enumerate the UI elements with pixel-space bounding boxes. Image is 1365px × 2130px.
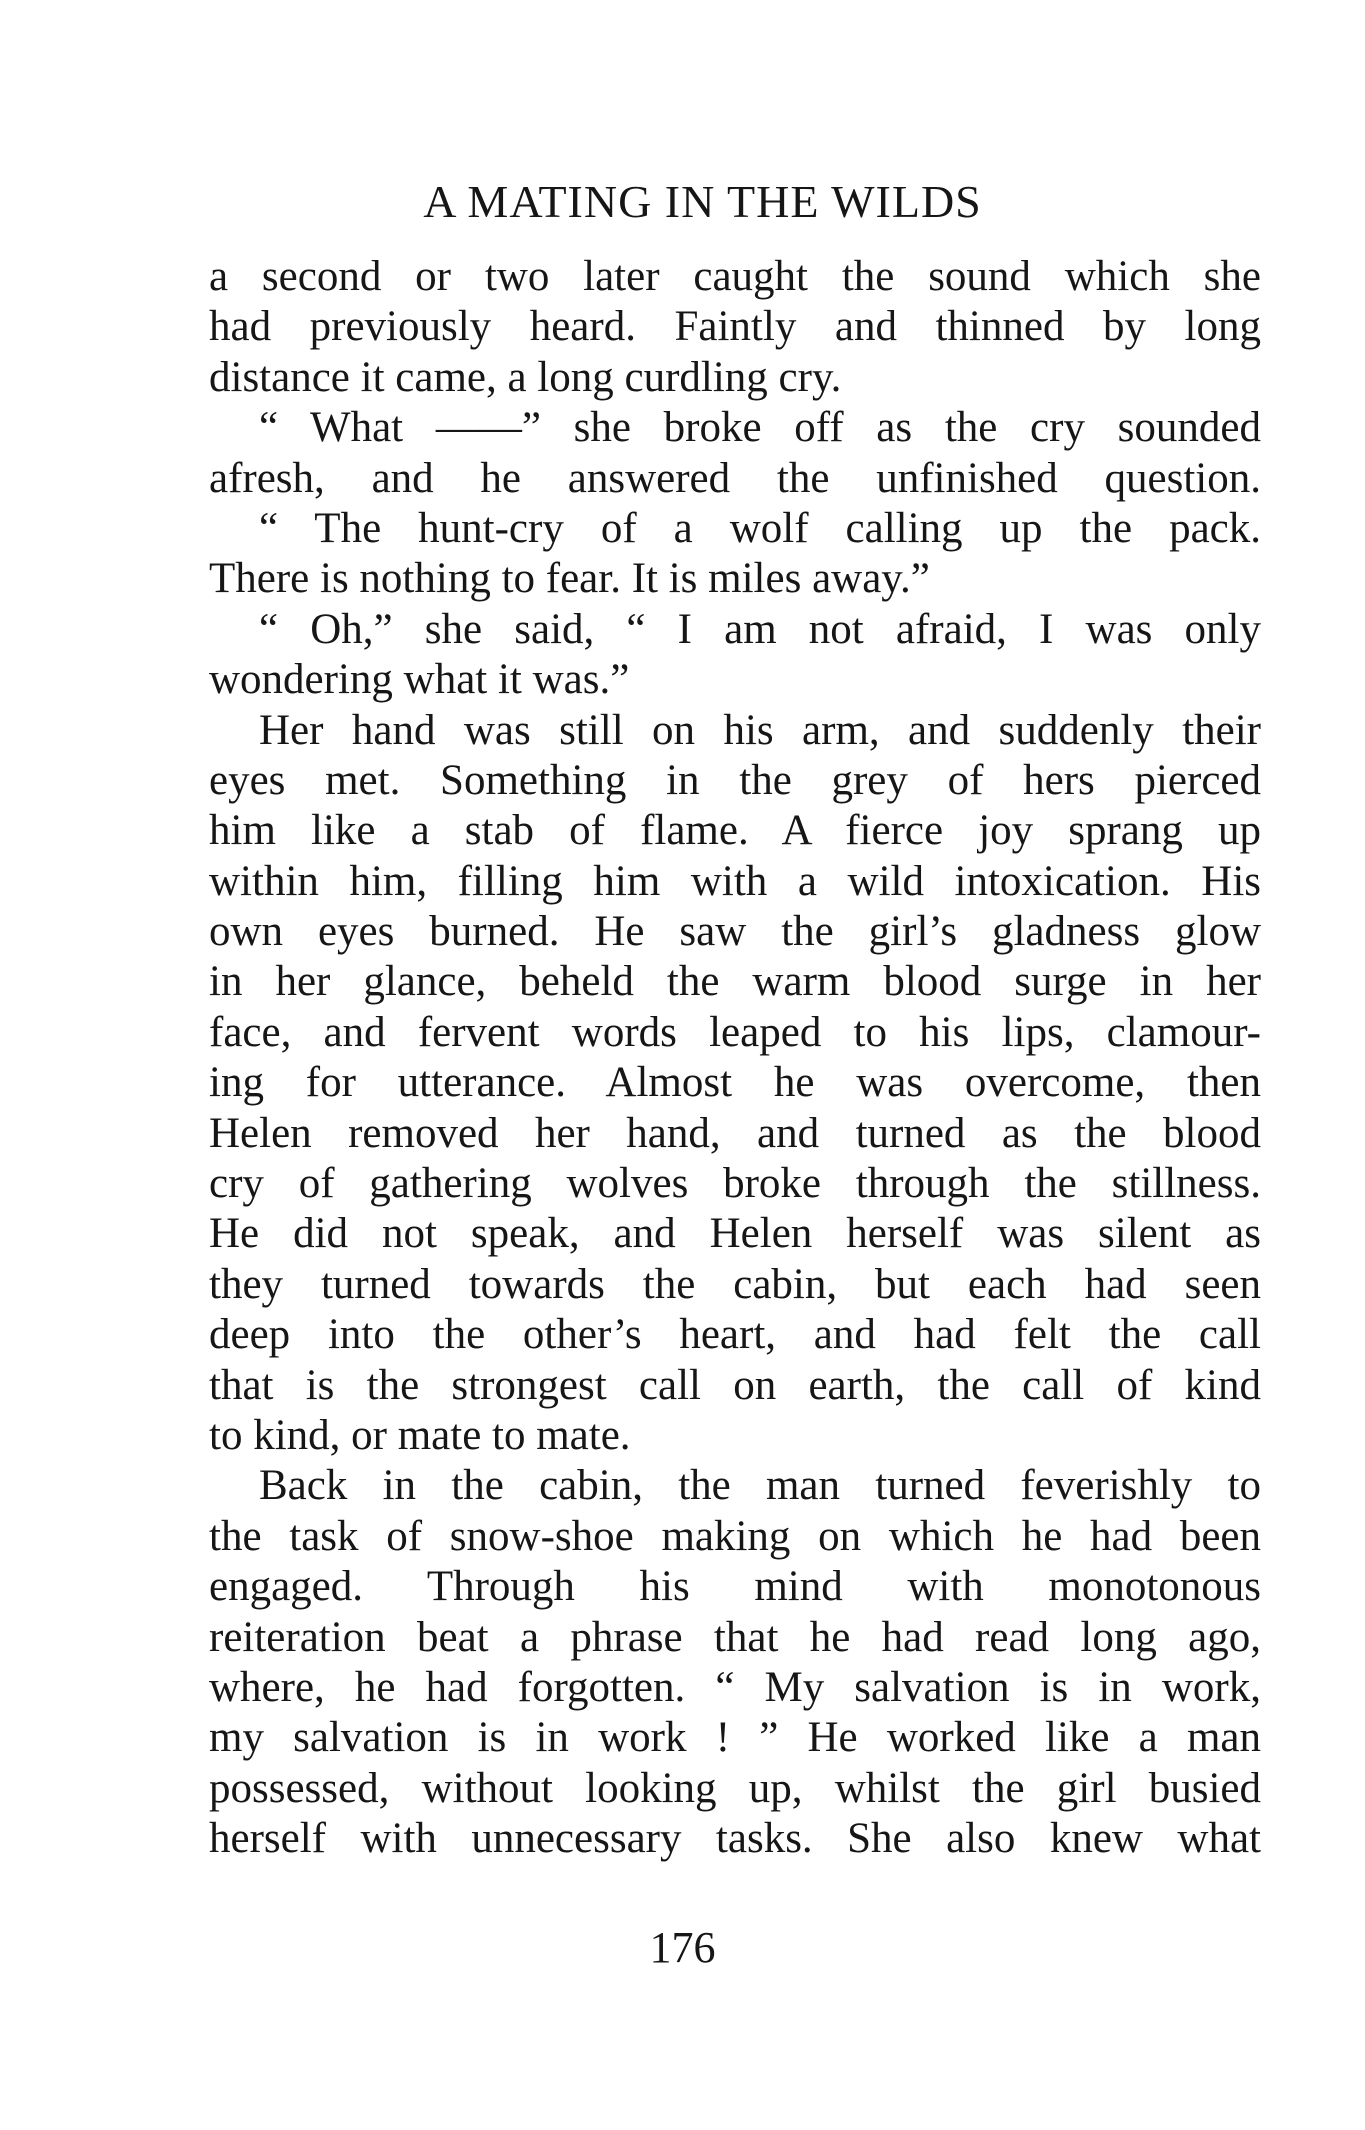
text-line: where, he had forgotten. “ My salvation is in work, <box>209 1663 1261 1711</box>
text-line: afresh, and he answered the unfinished question. <box>209 454 1261 502</box>
text-line: to kind, or mate to mate. <box>209 1411 631 1459</box>
text-line: Her hand was still on his arm, and suddenly their <box>259 706 1261 754</box>
text-line: There is nothing to fear. It is miles away.” <box>209 555 930 603</box>
text-line: Back in the cabin, the man turned feverishly to <box>259 1462 1261 1510</box>
text-line: “ What ——” she broke off as the cry sounded <box>259 404 1261 452</box>
text-line: they turned towards the cabin, but each had seen <box>209 1260 1261 1308</box>
body-text <box>209 252 1261 1865</box>
text-line: eyes met. Something in the grey of hers pierced <box>209 756 1261 804</box>
text-line: in her glance, beheld the warm blood surge in her <box>209 958 1261 1006</box>
text-line: Helen removed her hand, and turned as the blood <box>209 1109 1261 1157</box>
text-line: wondering what it was.” <box>209 656 630 704</box>
text-line: him like a stab of flame. A fierce joy sprang up <box>209 807 1261 855</box>
text-line: distance it came, a long curdling cry. <box>209 353 842 401</box>
text-line: had previously heard. Faintly and thinned by long <box>209 303 1261 351</box>
text-line: “ The hunt-cry of a wolf calling up the pack. <box>259 504 1261 552</box>
text-line: engaged. Through his mind with monotonous <box>209 1563 1261 1611</box>
text-line: possessed, without looking up, whilst the girl busied <box>209 1764 1261 1812</box>
text-line: “ Oh,” she said, “ I am not afraid, I was only <box>259 605 1261 653</box>
text-line: reiteration beat a phrase that he had read long ago, <box>209 1613 1261 1661</box>
text-line: deep into the other’s heart, and had felt the call <box>209 1311 1261 1359</box>
text-line: my salvation is in work ! ” He worked like a man <box>209 1714 1261 1762</box>
text-line: a second or two later caught the sound which she <box>209 253 1261 300</box>
text-line: ing for utterance. Almost he was overcome, then <box>209 1059 1261 1107</box>
text-line: the task of snow-shoe making on which he had been <box>209 1512 1261 1560</box>
text-line: He did not speak, and Helen herself was silent as <box>209 1210 1261 1258</box>
text-line: face, and fervent words leaped to his lips, clamour- <box>209 1008 1261 1056</box>
page-number: 176 <box>649 1923 716 1972</box>
text-line: own eyes burned. He saw the girl’s gladness glow <box>209 908 1261 956</box>
running-head: A MATING IN THE WILDS <box>423 176 982 227</box>
text-line: that is the strongest call on earth, the call of kind <box>209 1361 1261 1409</box>
text-line: within him, filling him with a wild intoxication. His <box>209 857 1261 905</box>
text-line: cry of gathering wolves broke through the stillness. <box>209 1160 1261 1208</box>
text-line: herself with unnecessary tasks. She also knew what <box>209 1815 1261 1863</box>
